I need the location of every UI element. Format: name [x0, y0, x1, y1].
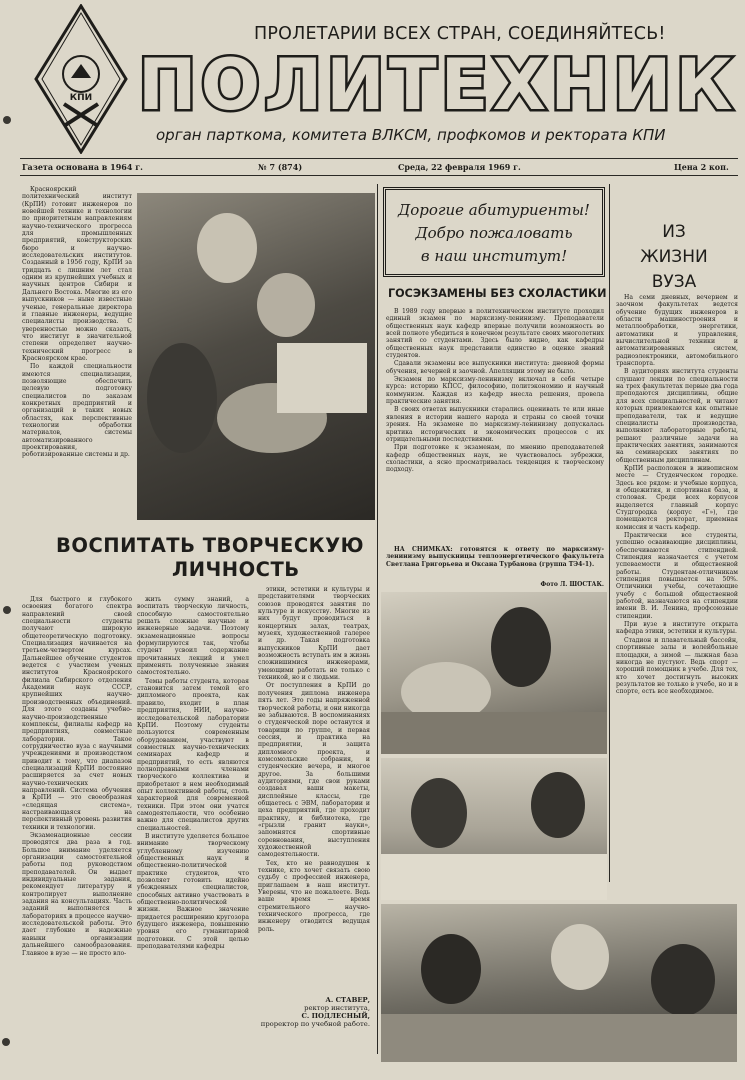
paragraph: Темы работы студента, которая становится затем темой его дипломного проекта, как правило, входит в план предприятия, НИИ, научно-исследовательской лаборатории КрПИ. Поэтому студенты пользуются современным оборудованием, участвуют в совместных научно-технических семинарах кафедр и предприятий, то есть являются полноправными членами творческого коллектива и приобретают в нем необходимый опыт коллективной работы, столь характерной для современной техники. При этом они учатся самодеятельности, что особенно важно для специалистов других специальностей. [137, 677, 249, 832]
welcome-line-1: Дорогие абитуриенты! [398, 201, 590, 219]
price: Цена 2 коп. [674, 162, 729, 172]
lead-column-2 [22, 596, 132, 1044]
signature-name: А. СТАВЕР, [325, 996, 370, 1004]
issue-date: Среда, 22 февраля 1969 г. [398, 162, 521, 172]
welcome-line-2: Добро пожаловать [415, 224, 573, 242]
exams-body [386, 308, 604, 538]
lead-column-3 [137, 596, 249, 1044]
paragraph: Экзаменационные сессии проводятся два раза в год. Большое внимание уделяется организации самостоятельной работы под руководством преподавателей. Он выдает индивидуальные задания, рекомендует литературу и контролирует выполнение задания на консультациях. Часть заданий выполняется в лабораториях в процессе научно-исследовательской работы. Это дает глубокие и надежные навыки организации дальнейшего самообразования. Главное в вузе — не просто вло- [22, 832, 132, 957]
life-headline [612, 220, 736, 295]
headline-line-1: ВОСПИТАТЬ ТВОРЧЕСКУЮ [56, 534, 365, 557]
exam-photo-3 [381, 904, 737, 1062]
signature-name: С. ПОДЛЕСНЫЙ, [301, 1012, 370, 1020]
paragraph: Практически все студенты, успешно осваивающие дисциплины, обеспечиваются стипендией. Стипендия назначается с учетом успеваемости и общественной работы. Студентам-отличникам стипендия повышается на 50%. Отличники учебы, сочетающие учебу с большой общественной работой, назначаются на стипендии имени В. И. Ленина, профсоюзные стипендии. [616, 532, 738, 620]
welcome-line-3: в наш институт! [420, 247, 568, 265]
paragraph: На семи дневных, вечернем и заочном факультетах ведется обучение будущих инженеров в области машиностроения и металлообработки, энергетики, автоматики и управления, вычислительной техники и автоматизированных систем, радиоэлектроники, автомобильного транспорта. [616, 294, 738, 368]
paragraph: Стадион и плавательный бассейн, спортивные залы и волейбольные площадки, а зимой — лыжная база никогда не пустуют. Ведь спорт — хороший помощник в учебе. Для тех, кто хочет достигнуть высоких результатов не только в учебе, но и в спорте, есть все необходимое. [616, 636, 738, 696]
signature-role: проректор по учебной работе. [260, 1020, 370, 1028]
paragraph: этики, эстетики и культуры и представителями творческих союзов проводятся занятия по культуре и искусству. Многие из них будут проводиться в концертных залах, театрах, музеях, художественной галерее и др. Такая подготовка выпускников КрПИ дает возможность вступать им в жизнь сложившимися инженерами, умеющими работать не только с техникой, но и с людьми. [258, 586, 370, 682]
lead-column-4 [258, 586, 370, 984]
exams-headline: ГОСЭКЗАМЕНЫ БЕЗ СХОЛАСТИКИ [388, 287, 607, 300]
paragraph: Для быстрого и глубокого освоения богатого спектра направлений своей специальности студенты получают широкую общетеоретическую подготовку. Специализация начинается на третьем-четвертом курсах. Дальнейшее обучение студентов ведется с участием ученых институтов Красноярского филиала Сибирского отделения Академии наук СССР, крупнейших научно-производственных объединений. Для этого созданы учебно-научно-производственные комплексы, филиалы кафедр на предприятиях, совместные лаборатории. Такое сотрудничество вуза с научными учреждениями и производством приводит к тому, что диапазон специализаций КрПИ постоянно расширяется за счет новых научно-технических направлений. Система обучения в КрПИ — это своеобразная «следящая система», настраивающаяся на перспективный уровень развития техники и технологии. [22, 596, 132, 831]
founded-note: Газета основана в 1964 г. [22, 162, 143, 172]
headline-line-2: ЛИЧНОСТЬ [172, 558, 300, 581]
photo-note [386, 546, 604, 578]
issue-number: № 7 (874) [258, 162, 303, 172]
paragraph: жить сумму знаний, а воспитать творческую личность, способную самостоятельно решать сложные научные и инженерные задачи. Поэтому экзаменационные вопросы формулируются так, чтобы студент усвоил содержание прочитанных лекций и умел применять полученные знания самостоятельно. [137, 596, 249, 677]
signature-role: ректор института, [304, 1004, 370, 1012]
paragraph: Красноярский политехнический институт (КрПИ) готовит инженеров по новейшей технике и технологии по приоритетным направлениям научно-технического прогресса для промышленных предприятий, конструкторских бюро и научно-исследовательских институтов. Созданный в 1956 году, КрПИ за тридцать с лишним лет стал одним из крупнейших учебных и научных центров Сибири и Дальнего Востока. Многие из его выпускников — ныне известные ученые, генеральные директора и главные инженеры, ведущие специалисты производства. С уверенностью можно сказать, что институт в значительной степени определяет научно-технический прогресс в Красноярском крае. [22, 186, 132, 362]
life-headline-line-1: ИЗ [662, 222, 686, 242]
paragraph: В аудиториях института студенты слушают лекции по специальности на трех факультетах первые два года преподаются дисциплины, общие для всех специальностей, и читают которых привлекаются как опытные преподаватели, так и ведущие специалисты производства, выполняют лабораторные работы, решают различные задачи на практических занятиях, занимаются на семинарских занятиях по общественным дисциплинам. [616, 368, 738, 464]
paragraph: КрПИ расположен в живописном месте — Студенческом городке. Здесь все рядом: и учебные корпуса, и общежития, и спортивная база, и столовая. Среди всех корпусов выделяется главный корпус Студгородка (корпус «Г»), где помещаются ректорат, приемная комиссия и часть кафедр. [616, 464, 738, 531]
lead-column-1 [22, 186, 132, 580]
paragraph: При подготовке к экзаменам, по мнению преподавателей кафедр общественных наук, не чувствовалось зубрежки, схоластики, а ясно просматривалась тенденция к творческому подходу. [386, 444, 604, 474]
newspaper-title: ПОЛИТЕХНИК [138, 44, 737, 126]
life-headline-line-3: ВУЗА [651, 272, 697, 292]
lead-headline [56, 534, 376, 594]
slogan: ПРОЛЕТАРИИ ВСЕХ СТРАН, СОЕДИНЯЙТЕСЬ! [254, 24, 666, 44]
paragraph: При вузе в институте открыта кафедра этики, эстетики и культуры. [616, 621, 738, 636]
subtitle: орган парткома, комитета ВЛКСМ, профкомов и ректората КПИ [156, 126, 666, 144]
masthead [0, 0, 745, 160]
paragraph: Экзамен по марксизму-ленинизму включал в себя четыре курса: историю КПСС, философию, политэкономию и научный коммунизм. Каждая из кафедр внесла решения, провела практические занятия. [386, 376, 604, 406]
exam-photo-1 [381, 592, 607, 754]
life-headline-line-2: ЖИЗНИ [640, 247, 708, 267]
exam-photo-2 [381, 758, 607, 900]
paragraph: Тех, кто не равнодушен к технике, кто хочет связать свою судьбу с профессией инженера, приглашаем в наш институт. Уверены, что не пожалеете. Ведь ваше время — время стремительного научно-технического прогресса, где инженеру отводится ведущая роль. [258, 859, 370, 933]
punch-hole [2, 1038, 10, 1046]
institute-emblem-icon [34, 4, 128, 154]
paragraph: Сдавали экзамены все выпускники института: дневной формы обучения, вечерней и заочной. Апелляции этому не было. [386, 360, 604, 375]
punch-hole [3, 606, 11, 614]
paragraph: В 1989 году впервые в политехническом институте проходил единый экзамен по марксизму-ленинизму. Преподаватели общественных наук кафедр впервые получили возможность во всей полноте убедиться в конечном результате своих многолетних занятий со студентами. Здесь было видно, как кафедры общественных наук представили единство в оценке знаний студентов. [386, 308, 604, 360]
students-at-computer-photo [137, 193, 375, 520]
welcome-box [383, 187, 605, 277]
emblem-text: КПИ [69, 93, 93, 103]
dateline [20, 160, 738, 174]
photo-credit: Фото Л. ШОСТАК. [540, 581, 604, 588]
signature [258, 996, 370, 1028]
paragraph: В институте уделяется большое внимание творческому углубленному изучению общественных наук и общественно-политической практике студентов, что позволяет готовить идейно убежденных специалистов, способных активно участвовать в общественно-политической жизни. Важное значение придается расширению кругозора будущего инженера, повышению уровня его гуманитарной подготовки. С этой целью преподавателями кафедры [137, 833, 249, 951]
paragraph: От поступления в КрПИ до получения диплома инженера пять лет. Это годы напряженной творческой работы, и они никогда не забываются. В воспоминаниях о студенческой поре останутся и товарищи по группе, и первая сессия, и практика на предприятии, и защита дипломного проекта, и комсомольские собрания, и студенческие вечера, и многое другое. За большими аудиториями, где свои руками создавал ваши макеты, дисплейные классы, где общаетесь с ЭВМ, лаборатории и цеха предприятий, где проходит практику, и библиотека, где «грызли гранит науки», запомнятся спортивные соревнования, выступления художественной самодеятельности. [258, 682, 370, 859]
paragraph: В своих ответах выпускники старались оценивать те или иные явления в истории нашего народа и страны со своей точки зрения. На экзамене по марксизму-ленинизму допускалась критика исторических и экономических процессов с их отрицательными последствиями. [386, 406, 604, 443]
photo-note-text: НА СНИМКАХ: готовятся к ответу по марксизму-ленинизму выпускницы теплоэнергетического факультета Светлана Григорьева и Оксана Турбанова (группа ТЭ4-1). [386, 546, 604, 568]
paragraph: По каждой специальности имеются специализации, позволяющие обеспечить целевую подготовку специалистов по заказам конкретных предприятий и организаций в таких новых областях, как перспективные технологии обработки материалов, системы автоматизированного проектирования, роботизированные системы и др. [22, 363, 132, 459]
life-body [616, 294, 738, 882]
